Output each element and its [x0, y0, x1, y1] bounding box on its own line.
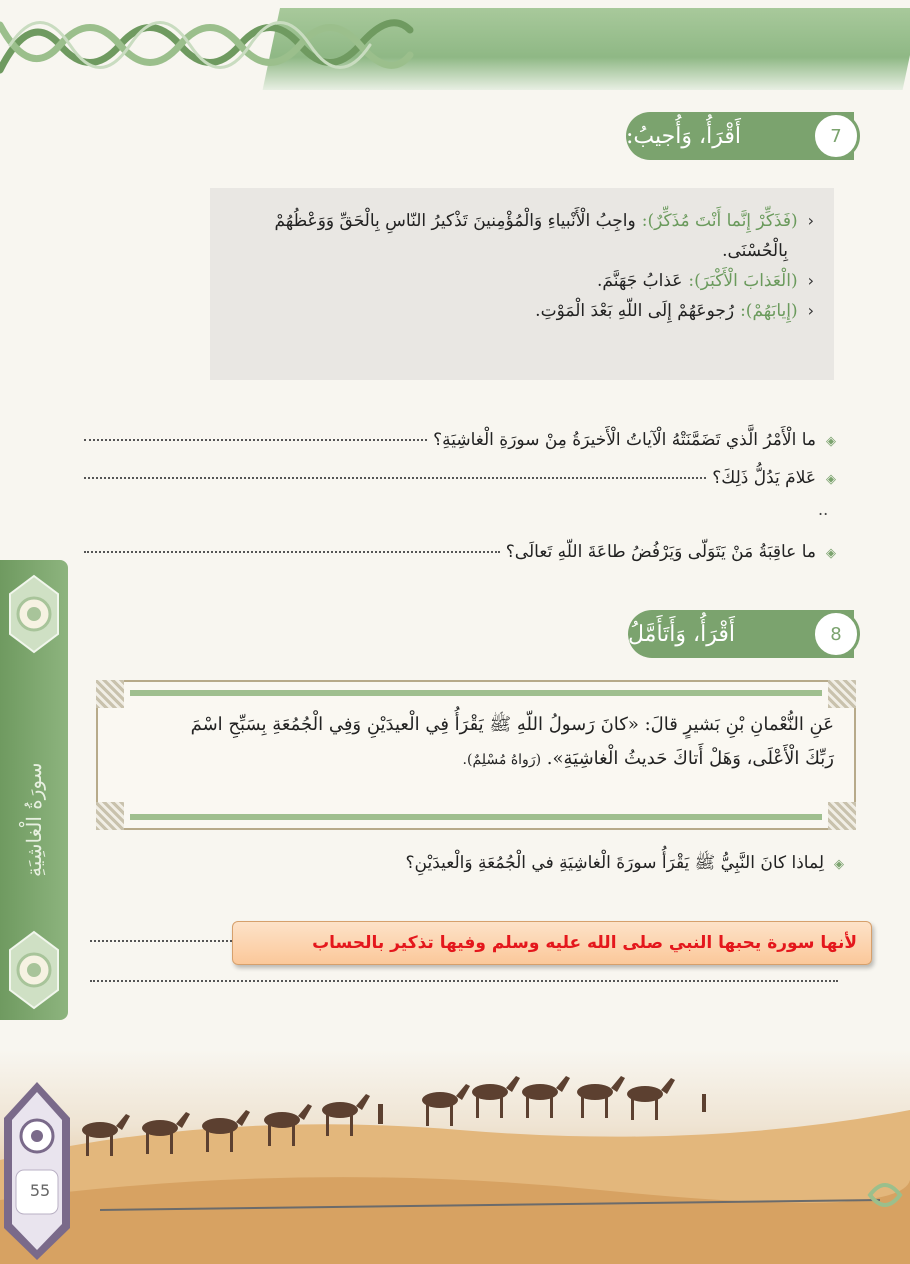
vocab-item-3 [232, 296, 814, 326]
question-2-continuation: .. [818, 500, 829, 519]
page-number-badge [0, 1078, 74, 1264]
question-3 [84, 542, 836, 562]
braid-ornament-icon [0, 0, 420, 92]
diamond-bullet-icon: ◈ [826, 472, 836, 487]
section-8-header [628, 610, 854, 658]
frame-corner-ornament-icon [828, 680, 856, 708]
ornament-medallion-icon [6, 574, 62, 654]
hadith-line-1: عَنِ النُّعْمانِ بْنِ بَشيرٍ قالَ: «كانَ رَسولُ اللّهِ ﷺ يَقْرَأُ فِي الْعيدَيْنِ وَفِي الْجُمُعَةِ بِسَبِّحِ اسْمَ [190, 714, 834, 735]
diamond-bullet-icon: ◈ [826, 434, 836, 449]
desert-caravan-illustration [0, 1050, 910, 1264]
answer-box[interactable]: لأنها سورة يحبها النبي صلى الله عليه وسلم وفيها تذكير بالحساب [232, 921, 872, 965]
answer-line[interactable] [90, 940, 232, 942]
question-4 [84, 852, 844, 877]
vocab-item-1 [232, 206, 814, 236]
vocab-term: (فَذَكِّرْ إِنَّما أَنْتَ مُذَكِّرٌ): [641, 211, 798, 231]
chevron-left-icon: ‹ [807, 271, 814, 290]
vocab-meaning: بِالْحُسْنَى. [722, 241, 788, 261]
page-number: 55 [29, 1181, 51, 1200]
vocabulary-box [210, 188, 834, 380]
side-tab [0, 560, 68, 1020]
hadith-line-2: رَبِّكَ الْأَعْلَى، وَهَلْ أَتاكَ حَديثُ الْغاشِيَةِ». [546, 748, 834, 769]
answer-line[interactable] [84, 439, 427, 441]
answer-line[interactable] [84, 477, 706, 479]
question-4-text: لِماذا كانَ النَّبِيُّ ﷺ يَقْرَأُ سورَةَ الْغاشِيَةِ في الْجُمُعَةِ وَالْعيدَيْنِ؟ [405, 853, 824, 873]
question-1-text: ما الْأَمْرُ الَّذي تَضَمَّنَتْهُ الْآياتُ الْأَخيرَةُ مِنْ سورَةِ الْغاشِيَةِ؟ [433, 430, 816, 450]
section-8-title: أَقْرَأُ، وَأَتَأَمَّلُ [628, 621, 735, 647]
section-7-header [626, 112, 854, 160]
diamond-bullet-icon: ◈ [826, 546, 836, 561]
vocab-meaning: عَذابُ جَهَنَّمَ. [597, 271, 683, 291]
frame-corner-ornament-icon [828, 802, 856, 830]
vocab-term: (إِيابَهُمْ): [740, 301, 798, 321]
frame-corner-ornament-icon [96, 680, 124, 708]
section-7-number: 7 [812, 112, 860, 160]
hadith-text [120, 708, 834, 777]
chevron-left-icon: ‹ [807, 301, 814, 320]
question-2 [84, 468, 836, 488]
section-8-number: 8 [812, 610, 860, 658]
diamond-bullet-icon: ◈ [834, 857, 844, 872]
question-3-text: ما عاقِبَةُ مَنْ يَتَوَلّى وَيَرْفُضُ طاعَةَ اللّهِ تَعالَى؟ [505, 542, 816, 562]
question-1 [84, 430, 836, 450]
question-2-text: عَلامَ يَدُلُّ ذَلِكَ؟ [712, 468, 816, 488]
answer-line[interactable] [90, 980, 838, 982]
hadith-line-2-wrap [120, 742, 834, 777]
vocab-meaning: رُجوعَهُمْ إِلَى اللّهِ بَعْدَ الْمَوْتِ. [535, 301, 735, 321]
hadith-source: (رَواهُ مُسْلِمٌ). [462, 752, 542, 768]
vocab-meaning: واجِبُ الْأَنْبياءِ وَالْمُؤْمِنينَ تَذْكيرُ النّاسِ بِالْحَقِّ وَوَعْظُهُمْ [274, 211, 636, 231]
vocab-item-2 [232, 266, 814, 296]
answer-line[interactable] [84, 551, 500, 553]
top-banner [0, 0, 910, 92]
chevron-left-icon: ‹ [807, 211, 814, 230]
ornament-medallion-icon [6, 930, 62, 1010]
vocab-item-1-cont [232, 236, 814, 266]
frame-corner-ornament-icon [96, 802, 124, 830]
vocab-term: (الْعَذابَ الْأَكْبَرَ): [688, 271, 798, 291]
section-7-title: أَقْرَأُ، وَأُجيبُ: [626, 123, 741, 149]
side-tab-title: سورَةُ الْغاشِيَةِ [22, 762, 46, 878]
